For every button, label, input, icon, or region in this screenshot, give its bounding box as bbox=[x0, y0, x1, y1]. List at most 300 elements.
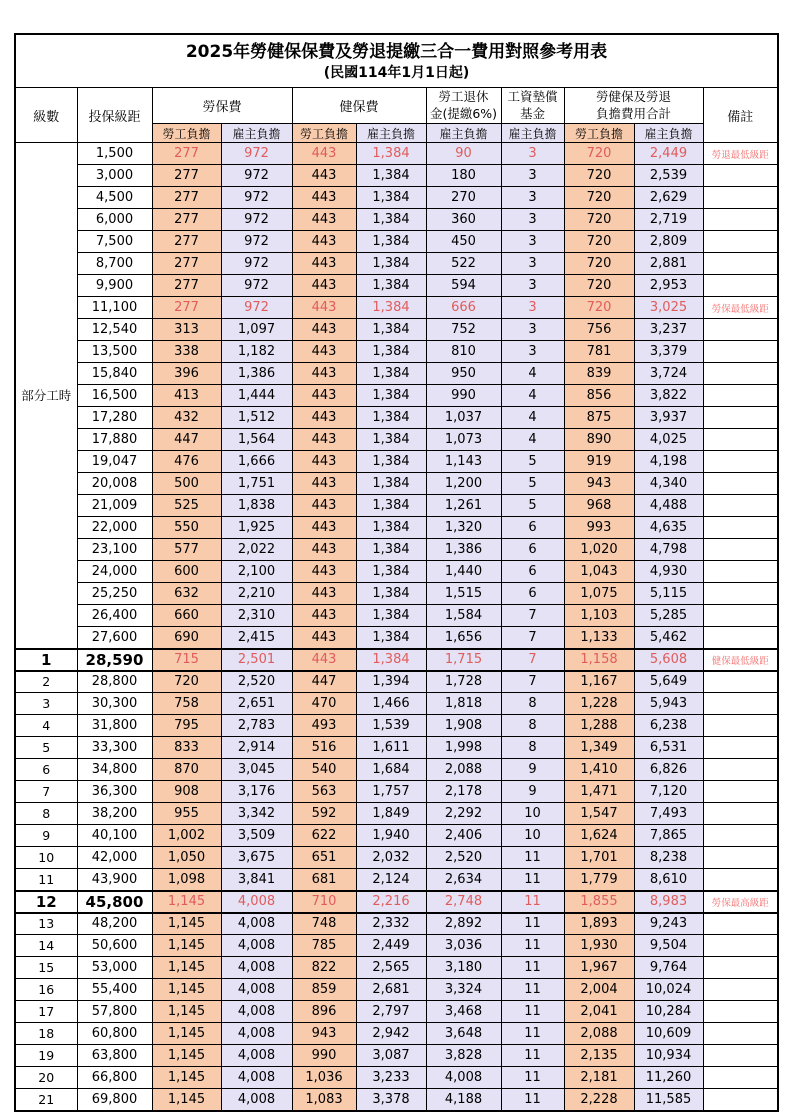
value-cell: 10 bbox=[501, 803, 564, 825]
value-cell: 5,285 bbox=[634, 605, 703, 627]
salary-value: 40,100 bbox=[77, 825, 152, 847]
value-cell: 1,925 bbox=[221, 517, 292, 539]
salary-value: 30,300 bbox=[77, 693, 152, 715]
value-cell: 919 bbox=[564, 451, 634, 473]
table-row bbox=[15, 935, 778, 957]
value-cell: 443 bbox=[292, 561, 356, 583]
note-value bbox=[703, 979, 778, 1001]
value-cell: 277 bbox=[152, 143, 221, 165]
value-cell: 1,145 bbox=[152, 913, 221, 935]
value-cell: 338 bbox=[152, 341, 221, 363]
value-cell: 11 bbox=[501, 979, 564, 1001]
level-value: 14 bbox=[15, 935, 77, 957]
value-cell: 443 bbox=[292, 275, 356, 297]
salary-value: 33,300 bbox=[77, 737, 152, 759]
salary-value: 11,100 bbox=[77, 297, 152, 319]
note-value bbox=[703, 869, 778, 891]
value-cell: 4,008 bbox=[221, 913, 292, 935]
value-cell: 6,826 bbox=[634, 759, 703, 781]
table-row bbox=[15, 561, 778, 583]
value-cell: 833 bbox=[152, 737, 221, 759]
page-subtitle: (民國114年1月1日起) bbox=[323, 64, 470, 81]
value-cell: 1,384 bbox=[356, 495, 426, 517]
value-cell: 1,930 bbox=[564, 935, 634, 957]
value-cell: 11,260 bbox=[634, 1067, 703, 1089]
table-row bbox=[15, 319, 778, 341]
value-cell: 2,406 bbox=[426, 825, 501, 847]
value-cell: 550 bbox=[152, 517, 221, 539]
value-cell: 3,176 bbox=[221, 781, 292, 803]
value-cell: 1,584 bbox=[426, 605, 501, 627]
value-cell: 6 bbox=[501, 561, 564, 583]
value-cell: 1,384 bbox=[356, 517, 426, 539]
value-cell: 2,124 bbox=[356, 869, 426, 891]
pension-line1: 勞工退休 bbox=[438, 89, 489, 105]
value-cell: 443 bbox=[292, 429, 356, 451]
note-value bbox=[703, 363, 778, 385]
value-cell: 2,914 bbox=[221, 737, 292, 759]
note-value: 勞保最高級距 bbox=[703, 891, 778, 913]
value-cell: 1,145 bbox=[152, 1067, 221, 1089]
note-value bbox=[703, 539, 778, 561]
salary-value: 12,540 bbox=[77, 319, 152, 341]
table-row bbox=[15, 583, 778, 605]
value-cell: 972 bbox=[221, 297, 292, 319]
value-cell: 3,828 bbox=[426, 1045, 501, 1067]
value-cell: 720 bbox=[564, 209, 634, 231]
value-cell: 1,384 bbox=[356, 583, 426, 605]
value-cell: 990 bbox=[426, 385, 501, 407]
level-value: 20 bbox=[15, 1067, 77, 1089]
value-cell: 600 bbox=[152, 561, 221, 583]
level-value: 9 bbox=[15, 825, 77, 847]
value-cell: 3,648 bbox=[426, 1023, 501, 1045]
value-cell: 11 bbox=[501, 1089, 564, 1111]
value-cell: 277 bbox=[152, 231, 221, 253]
salary-value: 17,880 bbox=[77, 429, 152, 451]
table-row bbox=[15, 253, 778, 275]
value-cell: 8 bbox=[501, 693, 564, 715]
level-value: 1 bbox=[15, 649, 77, 671]
table-row bbox=[15, 1045, 778, 1067]
value-cell: 3 bbox=[501, 209, 564, 231]
note-value bbox=[703, 671, 778, 693]
value-cell: 1,050 bbox=[152, 847, 221, 869]
value-cell: 1,849 bbox=[356, 803, 426, 825]
value-cell: 1,384 bbox=[356, 253, 426, 275]
value-cell: 3 bbox=[501, 143, 564, 165]
value-cell: 9,764 bbox=[634, 957, 703, 979]
value-cell: 1,384 bbox=[356, 539, 426, 561]
value-cell: 1,386 bbox=[426, 539, 501, 561]
note-value bbox=[703, 407, 778, 429]
value-cell: 2,449 bbox=[356, 935, 426, 957]
note-value: 勞退最低級距 bbox=[703, 143, 778, 165]
salary-value: 28,590 bbox=[77, 649, 152, 671]
value-cell: 1,384 bbox=[356, 319, 426, 341]
value-cell: 493 bbox=[292, 715, 356, 737]
value-cell: 1,967 bbox=[564, 957, 634, 979]
value-cell: 277 bbox=[152, 165, 221, 187]
salary-value: 27,600 bbox=[77, 627, 152, 649]
col-header-total bbox=[564, 88, 703, 124]
value-cell: 443 bbox=[292, 649, 356, 671]
value-cell: 1,384 bbox=[356, 473, 426, 495]
col-header-note: 備註 bbox=[703, 88, 778, 143]
value-cell: 632 bbox=[152, 583, 221, 605]
value-cell: 756 bbox=[564, 319, 634, 341]
value-cell: 1,515 bbox=[426, 583, 501, 605]
value-cell: 720 bbox=[564, 165, 634, 187]
note-value bbox=[703, 165, 778, 187]
value-cell: 2,748 bbox=[426, 891, 501, 913]
value-cell: 10,024 bbox=[634, 979, 703, 1001]
value-cell: 1,097 bbox=[221, 319, 292, 341]
value-cell: 660 bbox=[152, 605, 221, 627]
table-row bbox=[15, 297, 778, 319]
subheader-labor-employee: 勞工負擔 bbox=[152, 124, 221, 143]
value-cell: 4,635 bbox=[634, 517, 703, 539]
value-cell: 1,728 bbox=[426, 671, 501, 693]
value-cell: 4 bbox=[501, 429, 564, 451]
note-value bbox=[703, 253, 778, 275]
value-cell: 1,083 bbox=[292, 1089, 356, 1111]
value-cell: 577 bbox=[152, 539, 221, 561]
value-cell: 2,310 bbox=[221, 605, 292, 627]
subheader-health-employer: 雇主負擔 bbox=[356, 124, 426, 143]
salary-value: 3,000 bbox=[77, 165, 152, 187]
note-value bbox=[703, 803, 778, 825]
value-cell: 1,998 bbox=[426, 737, 501, 759]
value-cell: 1,182 bbox=[221, 341, 292, 363]
value-cell: 1,145 bbox=[152, 957, 221, 979]
salary-value: 50,600 bbox=[77, 935, 152, 957]
value-cell: 2,719 bbox=[634, 209, 703, 231]
value-cell: 563 bbox=[292, 781, 356, 803]
value-cell: 955 bbox=[152, 803, 221, 825]
value-cell: 3 bbox=[501, 187, 564, 209]
value-cell: 443 bbox=[292, 517, 356, 539]
value-cell: 5 bbox=[501, 495, 564, 517]
table-row bbox=[15, 495, 778, 517]
value-cell: 1,043 bbox=[564, 561, 634, 583]
value-cell: 10,609 bbox=[634, 1023, 703, 1045]
value-cell: 1,228 bbox=[564, 693, 634, 715]
value-cell: 3,937 bbox=[634, 407, 703, 429]
level-value: 12 bbox=[15, 891, 77, 913]
value-cell: 1,384 bbox=[356, 429, 426, 451]
value-cell: 5 bbox=[501, 451, 564, 473]
salary-value: 66,800 bbox=[77, 1067, 152, 1089]
value-cell: 1,656 bbox=[426, 627, 501, 649]
value-cell: 1,020 bbox=[564, 539, 634, 561]
value-cell: 3 bbox=[501, 297, 564, 319]
value-cell: 277 bbox=[152, 275, 221, 297]
value-cell: 3 bbox=[501, 275, 564, 297]
salary-value: 16,500 bbox=[77, 385, 152, 407]
table-row bbox=[15, 715, 778, 737]
table-row bbox=[15, 385, 778, 407]
value-cell: 8,983 bbox=[634, 891, 703, 913]
note-value bbox=[703, 1067, 778, 1089]
value-cell: 7,120 bbox=[634, 781, 703, 803]
salary-value: 24,000 bbox=[77, 561, 152, 583]
value-cell: 990 bbox=[292, 1045, 356, 1067]
value-cell: 4,008 bbox=[221, 935, 292, 957]
subheader-total-employer: 雇主負擔 bbox=[634, 124, 703, 143]
note-value bbox=[703, 693, 778, 715]
table-row bbox=[15, 1067, 778, 1089]
value-cell: 4,008 bbox=[221, 1045, 292, 1067]
value-cell: 396 bbox=[152, 363, 221, 385]
note-value bbox=[703, 1001, 778, 1023]
value-cell: 7 bbox=[501, 649, 564, 671]
value-cell: 870 bbox=[152, 759, 221, 781]
value-cell: 1,818 bbox=[426, 693, 501, 715]
value-cell: 277 bbox=[152, 253, 221, 275]
value-cell: 2,797 bbox=[356, 1001, 426, 1023]
table-row bbox=[15, 429, 778, 451]
value-cell: 2,520 bbox=[221, 671, 292, 693]
value-cell: 950 bbox=[426, 363, 501, 385]
value-cell: 1,200 bbox=[426, 473, 501, 495]
value-cell: 972 bbox=[221, 275, 292, 297]
value-cell: 622 bbox=[292, 825, 356, 847]
value-cell: 993 bbox=[564, 517, 634, 539]
value-cell: 5,608 bbox=[634, 649, 703, 671]
salary-value: 53,000 bbox=[77, 957, 152, 979]
value-cell: 972 bbox=[221, 187, 292, 209]
table-row bbox=[15, 649, 778, 671]
value-cell: 4,008 bbox=[221, 957, 292, 979]
note-value bbox=[703, 209, 778, 231]
value-cell: 666 bbox=[426, 297, 501, 319]
salary-value: 22,000 bbox=[77, 517, 152, 539]
value-cell: 720 bbox=[152, 671, 221, 693]
value-cell: 2,520 bbox=[426, 847, 501, 869]
value-cell: 3,087 bbox=[356, 1045, 426, 1067]
table-row bbox=[15, 825, 778, 847]
value-cell: 3 bbox=[501, 165, 564, 187]
salary-value: 36,300 bbox=[77, 781, 152, 803]
salary-value: 19,047 bbox=[77, 451, 152, 473]
value-cell: 1,384 bbox=[356, 165, 426, 187]
value-cell: 4,008 bbox=[426, 1067, 501, 1089]
value-cell: 1,893 bbox=[564, 913, 634, 935]
value-cell: 1,036 bbox=[292, 1067, 356, 1089]
value-cell: 2,565 bbox=[356, 957, 426, 979]
value-cell: 6 bbox=[501, 583, 564, 605]
value-cell: 1,145 bbox=[152, 891, 221, 913]
value-cell: 432 bbox=[152, 407, 221, 429]
value-cell: 11,585 bbox=[634, 1089, 703, 1111]
note-value bbox=[703, 781, 778, 803]
value-cell: 972 bbox=[221, 165, 292, 187]
value-cell: 1,779 bbox=[564, 869, 634, 891]
value-cell: 3,468 bbox=[426, 1001, 501, 1023]
value-cell: 9 bbox=[501, 781, 564, 803]
table-row bbox=[15, 979, 778, 1001]
value-cell: 4 bbox=[501, 407, 564, 429]
table-row bbox=[15, 869, 778, 891]
note-value bbox=[703, 385, 778, 407]
value-cell: 4,798 bbox=[634, 539, 703, 561]
salary-value: 57,800 bbox=[77, 1001, 152, 1023]
value-cell: 1,394 bbox=[356, 671, 426, 693]
value-cell: 10,284 bbox=[634, 1001, 703, 1023]
value-cell: 8 bbox=[501, 715, 564, 737]
value-cell: 839 bbox=[564, 363, 634, 385]
value-cell: 7 bbox=[501, 627, 564, 649]
salary-value: 25,250 bbox=[77, 583, 152, 605]
value-cell: 90 bbox=[426, 143, 501, 165]
note-value bbox=[703, 341, 778, 363]
value-cell: 450 bbox=[426, 231, 501, 253]
premium-reference-table bbox=[14, 33, 779, 1112]
value-cell: 11 bbox=[501, 1045, 564, 1067]
level-value: 8 bbox=[15, 803, 77, 825]
value-cell: 2,228 bbox=[564, 1089, 634, 1111]
value-cell: 785 bbox=[292, 935, 356, 957]
value-cell: 2,100 bbox=[221, 561, 292, 583]
value-cell: 1,073 bbox=[426, 429, 501, 451]
value-cell: 9,504 bbox=[634, 935, 703, 957]
col-header-pension bbox=[426, 88, 501, 124]
salary-value: 60,800 bbox=[77, 1023, 152, 1045]
value-cell: 1,384 bbox=[356, 275, 426, 297]
value-cell: 447 bbox=[292, 671, 356, 693]
value-cell: 1,471 bbox=[564, 781, 634, 803]
table-row bbox=[15, 1023, 778, 1045]
salary-value: 34,800 bbox=[77, 759, 152, 781]
value-cell: 443 bbox=[292, 165, 356, 187]
value-cell: 972 bbox=[221, 209, 292, 231]
value-cell: 270 bbox=[426, 187, 501, 209]
note-value bbox=[703, 561, 778, 583]
value-cell: 9,243 bbox=[634, 913, 703, 935]
value-cell: 525 bbox=[152, 495, 221, 517]
value-cell: 2,332 bbox=[356, 913, 426, 935]
salary-value: 26,400 bbox=[77, 605, 152, 627]
value-cell: 681 bbox=[292, 869, 356, 891]
value-cell: 1,145 bbox=[152, 979, 221, 1001]
level-value: 15 bbox=[15, 957, 77, 979]
value-cell: 7 bbox=[501, 605, 564, 627]
note-value: 健保最低級距 bbox=[703, 649, 778, 671]
value-cell: 1,624 bbox=[564, 825, 634, 847]
value-cell: 3,324 bbox=[426, 979, 501, 1001]
note-value bbox=[703, 187, 778, 209]
value-cell: 443 bbox=[292, 253, 356, 275]
wage-fund-line2: 基金 bbox=[519, 105, 545, 121]
salary-value: 45,800 bbox=[77, 891, 152, 913]
value-cell: 11 bbox=[501, 1001, 564, 1023]
value-cell: 2,135 bbox=[564, 1045, 634, 1067]
value-cell: 720 bbox=[564, 297, 634, 319]
value-cell: 4,008 bbox=[221, 979, 292, 1001]
value-cell: 748 bbox=[292, 913, 356, 935]
note-value bbox=[703, 825, 778, 847]
value-cell: 752 bbox=[426, 319, 501, 341]
value-cell: 859 bbox=[292, 979, 356, 1001]
value-cell: 9 bbox=[501, 759, 564, 781]
value-cell: 500 bbox=[152, 473, 221, 495]
value-cell: 2,181 bbox=[564, 1067, 634, 1089]
value-cell: 540 bbox=[292, 759, 356, 781]
note-value bbox=[703, 517, 778, 539]
total-line1: 勞健保及勞退 bbox=[595, 89, 671, 105]
value-cell: 1,384 bbox=[356, 451, 426, 473]
value-cell: 1,684 bbox=[356, 759, 426, 781]
table-row bbox=[15, 737, 778, 759]
value-cell: 1,320 bbox=[426, 517, 501, 539]
value-cell: 11 bbox=[501, 957, 564, 979]
value-cell: 2,809 bbox=[634, 231, 703, 253]
table-row bbox=[15, 473, 778, 495]
value-cell: 476 bbox=[152, 451, 221, 473]
note-value bbox=[703, 1045, 778, 1067]
value-cell: 968 bbox=[564, 495, 634, 517]
table-row bbox=[15, 539, 778, 561]
value-cell: 592 bbox=[292, 803, 356, 825]
table-row bbox=[15, 671, 778, 693]
value-cell: 1,666 bbox=[221, 451, 292, 473]
value-cell: 4,008 bbox=[221, 891, 292, 913]
value-cell: 943 bbox=[292, 1023, 356, 1045]
value-cell: 443 bbox=[292, 583, 356, 605]
value-cell: 6 bbox=[501, 517, 564, 539]
value-cell: 972 bbox=[221, 231, 292, 253]
salary-value: 1,500 bbox=[77, 143, 152, 165]
note-value bbox=[703, 473, 778, 495]
value-cell: 5,115 bbox=[634, 583, 703, 605]
table-head bbox=[15, 34, 778, 143]
value-cell: 1,384 bbox=[356, 187, 426, 209]
subheader-labor-employer: 雇主負擔 bbox=[221, 124, 292, 143]
salary-value: 38,200 bbox=[77, 803, 152, 825]
value-cell: 443 bbox=[292, 473, 356, 495]
value-cell: 2,210 bbox=[221, 583, 292, 605]
value-cell: 2,292 bbox=[426, 803, 501, 825]
value-cell: 4,008 bbox=[221, 1089, 292, 1111]
value-cell: 1,440 bbox=[426, 561, 501, 583]
value-cell: 443 bbox=[292, 407, 356, 429]
value-cell: 2,634 bbox=[426, 869, 501, 891]
note-value bbox=[703, 847, 778, 869]
value-cell: 1,757 bbox=[356, 781, 426, 803]
table-title-block bbox=[15, 34, 778, 88]
value-cell: 3,822 bbox=[634, 385, 703, 407]
value-cell: 1,838 bbox=[221, 495, 292, 517]
value-cell: 1,384 bbox=[356, 627, 426, 649]
subheader-pension-employer: 雇主負擔 bbox=[426, 124, 501, 143]
note-value bbox=[703, 737, 778, 759]
value-cell: 1,384 bbox=[356, 363, 426, 385]
salary-value: 69,800 bbox=[77, 1089, 152, 1111]
value-cell: 1,384 bbox=[356, 649, 426, 671]
value-cell: 2,539 bbox=[634, 165, 703, 187]
table-row bbox=[15, 627, 778, 649]
note-value bbox=[703, 759, 778, 781]
value-cell: 2,022 bbox=[221, 539, 292, 561]
value-cell: 4,930 bbox=[634, 561, 703, 583]
value-cell: 1,288 bbox=[564, 715, 634, 737]
value-cell: 1,539 bbox=[356, 715, 426, 737]
table-row bbox=[15, 781, 778, 803]
value-cell: 11 bbox=[501, 891, 564, 913]
table-row bbox=[15, 957, 778, 979]
value-cell: 4,008 bbox=[221, 1067, 292, 1089]
